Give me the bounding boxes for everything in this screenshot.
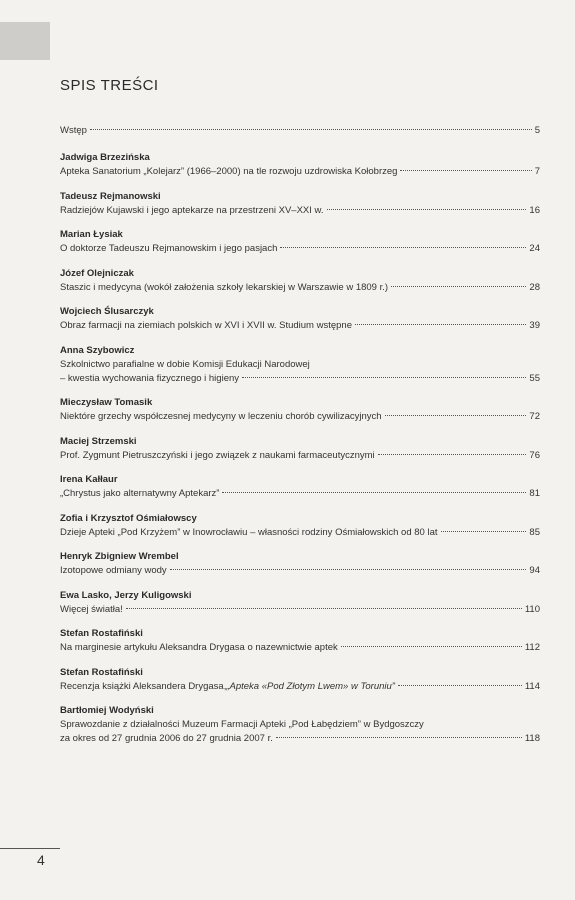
table-of-contents bbox=[60, 124, 540, 757]
entry-author: Mieczysław Tomasik bbox=[60, 397, 153, 408]
toc-entry bbox=[60, 589, 540, 617]
entry-page: 16 bbox=[529, 204, 540, 216]
entry-page: 94 bbox=[529, 565, 540, 576]
toc-entry bbox=[60, 124, 540, 138]
page-corner-tab bbox=[0, 22, 50, 60]
entry-page: 85 bbox=[529, 526, 540, 538]
toc-line[interactable] bbox=[60, 204, 540, 218]
toc-entry bbox=[60, 344, 540, 386]
entry-author: Zofia i Krzysztof Ośmiałowscy bbox=[60, 512, 197, 524]
entry-title: Na marginesie artykułu Aleksandra Drygasa o nazewnictwie aptek bbox=[60, 642, 338, 653]
entry-title: Staszic i medycyna (wokół założenia szkoły lekarskiej w Warszawie w 1809 r.) bbox=[60, 281, 389, 293]
entry-title-italic: „Apteka «Pod Złotym Lwem» w Toruniu” bbox=[226, 680, 395, 692]
entry-page: 24 bbox=[529, 243, 540, 254]
entry-title: Obraz farmacji na ziemiach polskich w XVI i XVII w. Studium wstępne bbox=[60, 320, 352, 331]
entry-page: 81 bbox=[529, 488, 540, 499]
page-number: 4 bbox=[37, 852, 45, 868]
entry-page: 110 bbox=[524, 603, 540, 615]
entry-page: 5 bbox=[534, 125, 540, 136]
toc-entry bbox=[60, 151, 540, 179]
toc-line[interactable] bbox=[60, 564, 540, 578]
toc-entry bbox=[60, 550, 540, 578]
leader-dots bbox=[385, 415, 527, 416]
toc-entry bbox=[60, 305, 540, 333]
toc-line[interactable] bbox=[60, 449, 540, 463]
entry-author: Stefan Rostafiński bbox=[60, 628, 143, 639]
entry-author: Bartłomiej Wodyński bbox=[60, 705, 154, 716]
entry-title: Apteka Sanatorium „Kolejarz” (1966–2000) na tle rozwoju uzdrowiska Kołobrzeg bbox=[60, 166, 398, 177]
entry-author: Henryk Zbigniew Wrembel bbox=[60, 551, 179, 562]
entry-author: Maciej Strzemski bbox=[60, 435, 137, 447]
entry-title: Izotopowe odmiany wody bbox=[60, 565, 167, 576]
toc-line[interactable] bbox=[60, 410, 540, 424]
entry-title-line-1: Szkolnictwo parafialne w dobie Komisji Edukacji Narodowej bbox=[60, 358, 310, 370]
toc-entry bbox=[60, 704, 540, 746]
leader-dots bbox=[398, 685, 522, 686]
footer-rule bbox=[0, 848, 60, 849]
entry-author: Anna Szybowicz bbox=[60, 344, 135, 356]
entry-author: Ewa Lasko, Jerzy Kuligowski bbox=[60, 589, 192, 601]
leader-dots bbox=[222, 492, 526, 493]
entry-page: 72 bbox=[529, 411, 540, 422]
entry-title: Recenzja książki Aleksandera Drygasa, bbox=[60, 680, 227, 692]
toc-entry bbox=[60, 396, 540, 424]
entry-title: za okres od 27 grudnia 2006 do 27 grudnia 2007 r. bbox=[60, 733, 273, 744]
toc-line[interactable] bbox=[60, 603, 540, 617]
toc-entry bbox=[60, 228, 540, 256]
leader-dots bbox=[90, 129, 532, 130]
toc-entry bbox=[60, 267, 540, 295]
entry-title: Dzieje Apteki „Pod Krzyżem” w Inowrocławiu – własności rodziny Ośmiałowskich od 80 lat bbox=[60, 526, 438, 538]
entry-author: Józef Olejniczak bbox=[60, 267, 134, 279]
leader-dots bbox=[441, 531, 527, 532]
entry-page: 7 bbox=[534, 166, 540, 177]
entry-page: 114 bbox=[524, 680, 540, 692]
toc-line[interactable] bbox=[60, 372, 540, 386]
toc-line[interactable] bbox=[60, 124, 540, 138]
entry-page: 39 bbox=[529, 320, 540, 331]
toc-entry bbox=[60, 627, 540, 655]
toc-line[interactable] bbox=[60, 487, 540, 501]
entry-title: Radziejów Kujawski i jego aptekarze na przestrzeni XV–XXI w. bbox=[60, 204, 324, 216]
toc-entry bbox=[60, 473, 540, 501]
entry-page: 76 bbox=[529, 449, 540, 461]
entry-author: Jadwiga Brzezińska bbox=[60, 152, 150, 163]
toc-line[interactable] bbox=[60, 526, 540, 540]
entry-author: Marian Łysiak bbox=[60, 229, 123, 240]
entry-page: 118 bbox=[524, 733, 540, 744]
leader-dots bbox=[391, 286, 526, 287]
entry-page: 28 bbox=[529, 281, 540, 293]
toc-line[interactable] bbox=[60, 242, 540, 256]
leader-dots bbox=[355, 324, 526, 325]
toc-line[interactable] bbox=[60, 319, 540, 333]
toc-line[interactable] bbox=[60, 732, 540, 746]
entry-title: O doktorze Tadeuszu Rejmanowskim i jego pasjach bbox=[60, 243, 278, 254]
toc-heading: SPIS TREŚCI bbox=[60, 77, 159, 94]
entry-author: Wojciech Ślusarczyk bbox=[60, 306, 154, 317]
leader-dots bbox=[327, 209, 527, 210]
entry-title-line-1: Sprawozdanie z działalności Muzeum Farmacji Apteki „Pod Łabędziem” w Bydgoszczy bbox=[60, 719, 424, 730]
toc-line[interactable] bbox=[60, 281, 540, 295]
leader-dots bbox=[341, 646, 522, 647]
entry-title: – kwestia wychowania fizycznego i higieny bbox=[60, 372, 240, 384]
entry-author: Stefan Rostafiński bbox=[60, 666, 143, 678]
entry-author: Irena Kałłaur bbox=[60, 474, 118, 485]
leader-dots bbox=[276, 737, 522, 738]
toc-line[interactable] bbox=[60, 165, 540, 179]
leader-dots bbox=[400, 170, 531, 171]
leader-dots bbox=[242, 377, 526, 378]
toc-entry bbox=[60, 666, 540, 694]
entry-title: Prof. Zygmunt Pietruszczyński i jego związek z naukami farmaceutycznymi bbox=[60, 449, 375, 461]
entry-title: Wstęp bbox=[60, 125, 87, 136]
entry-title: „Chrystus jako alternatywny Aptekarz” bbox=[60, 488, 220, 499]
entry-title: Niektóre grzechy współczesnej medycyny w leczeniu chorób cywilizacyjnych bbox=[60, 411, 382, 422]
toc-line[interactable] bbox=[60, 680, 540, 694]
leader-dots bbox=[170, 569, 527, 570]
leader-dots bbox=[280, 247, 526, 248]
entry-title: Więcej światła! bbox=[60, 603, 123, 615]
leader-dots bbox=[126, 608, 522, 609]
entry-page: 55 bbox=[529, 372, 540, 384]
toc-entry bbox=[60, 435, 540, 463]
entry-author: Tadeusz Rejmanowski bbox=[60, 190, 161, 202]
toc-entry bbox=[60, 512, 540, 540]
toc-line[interactable] bbox=[60, 641, 540, 655]
leader-dots bbox=[378, 454, 527, 455]
toc-entry bbox=[60, 190, 540, 218]
entry-page: 112 bbox=[524, 642, 540, 653]
